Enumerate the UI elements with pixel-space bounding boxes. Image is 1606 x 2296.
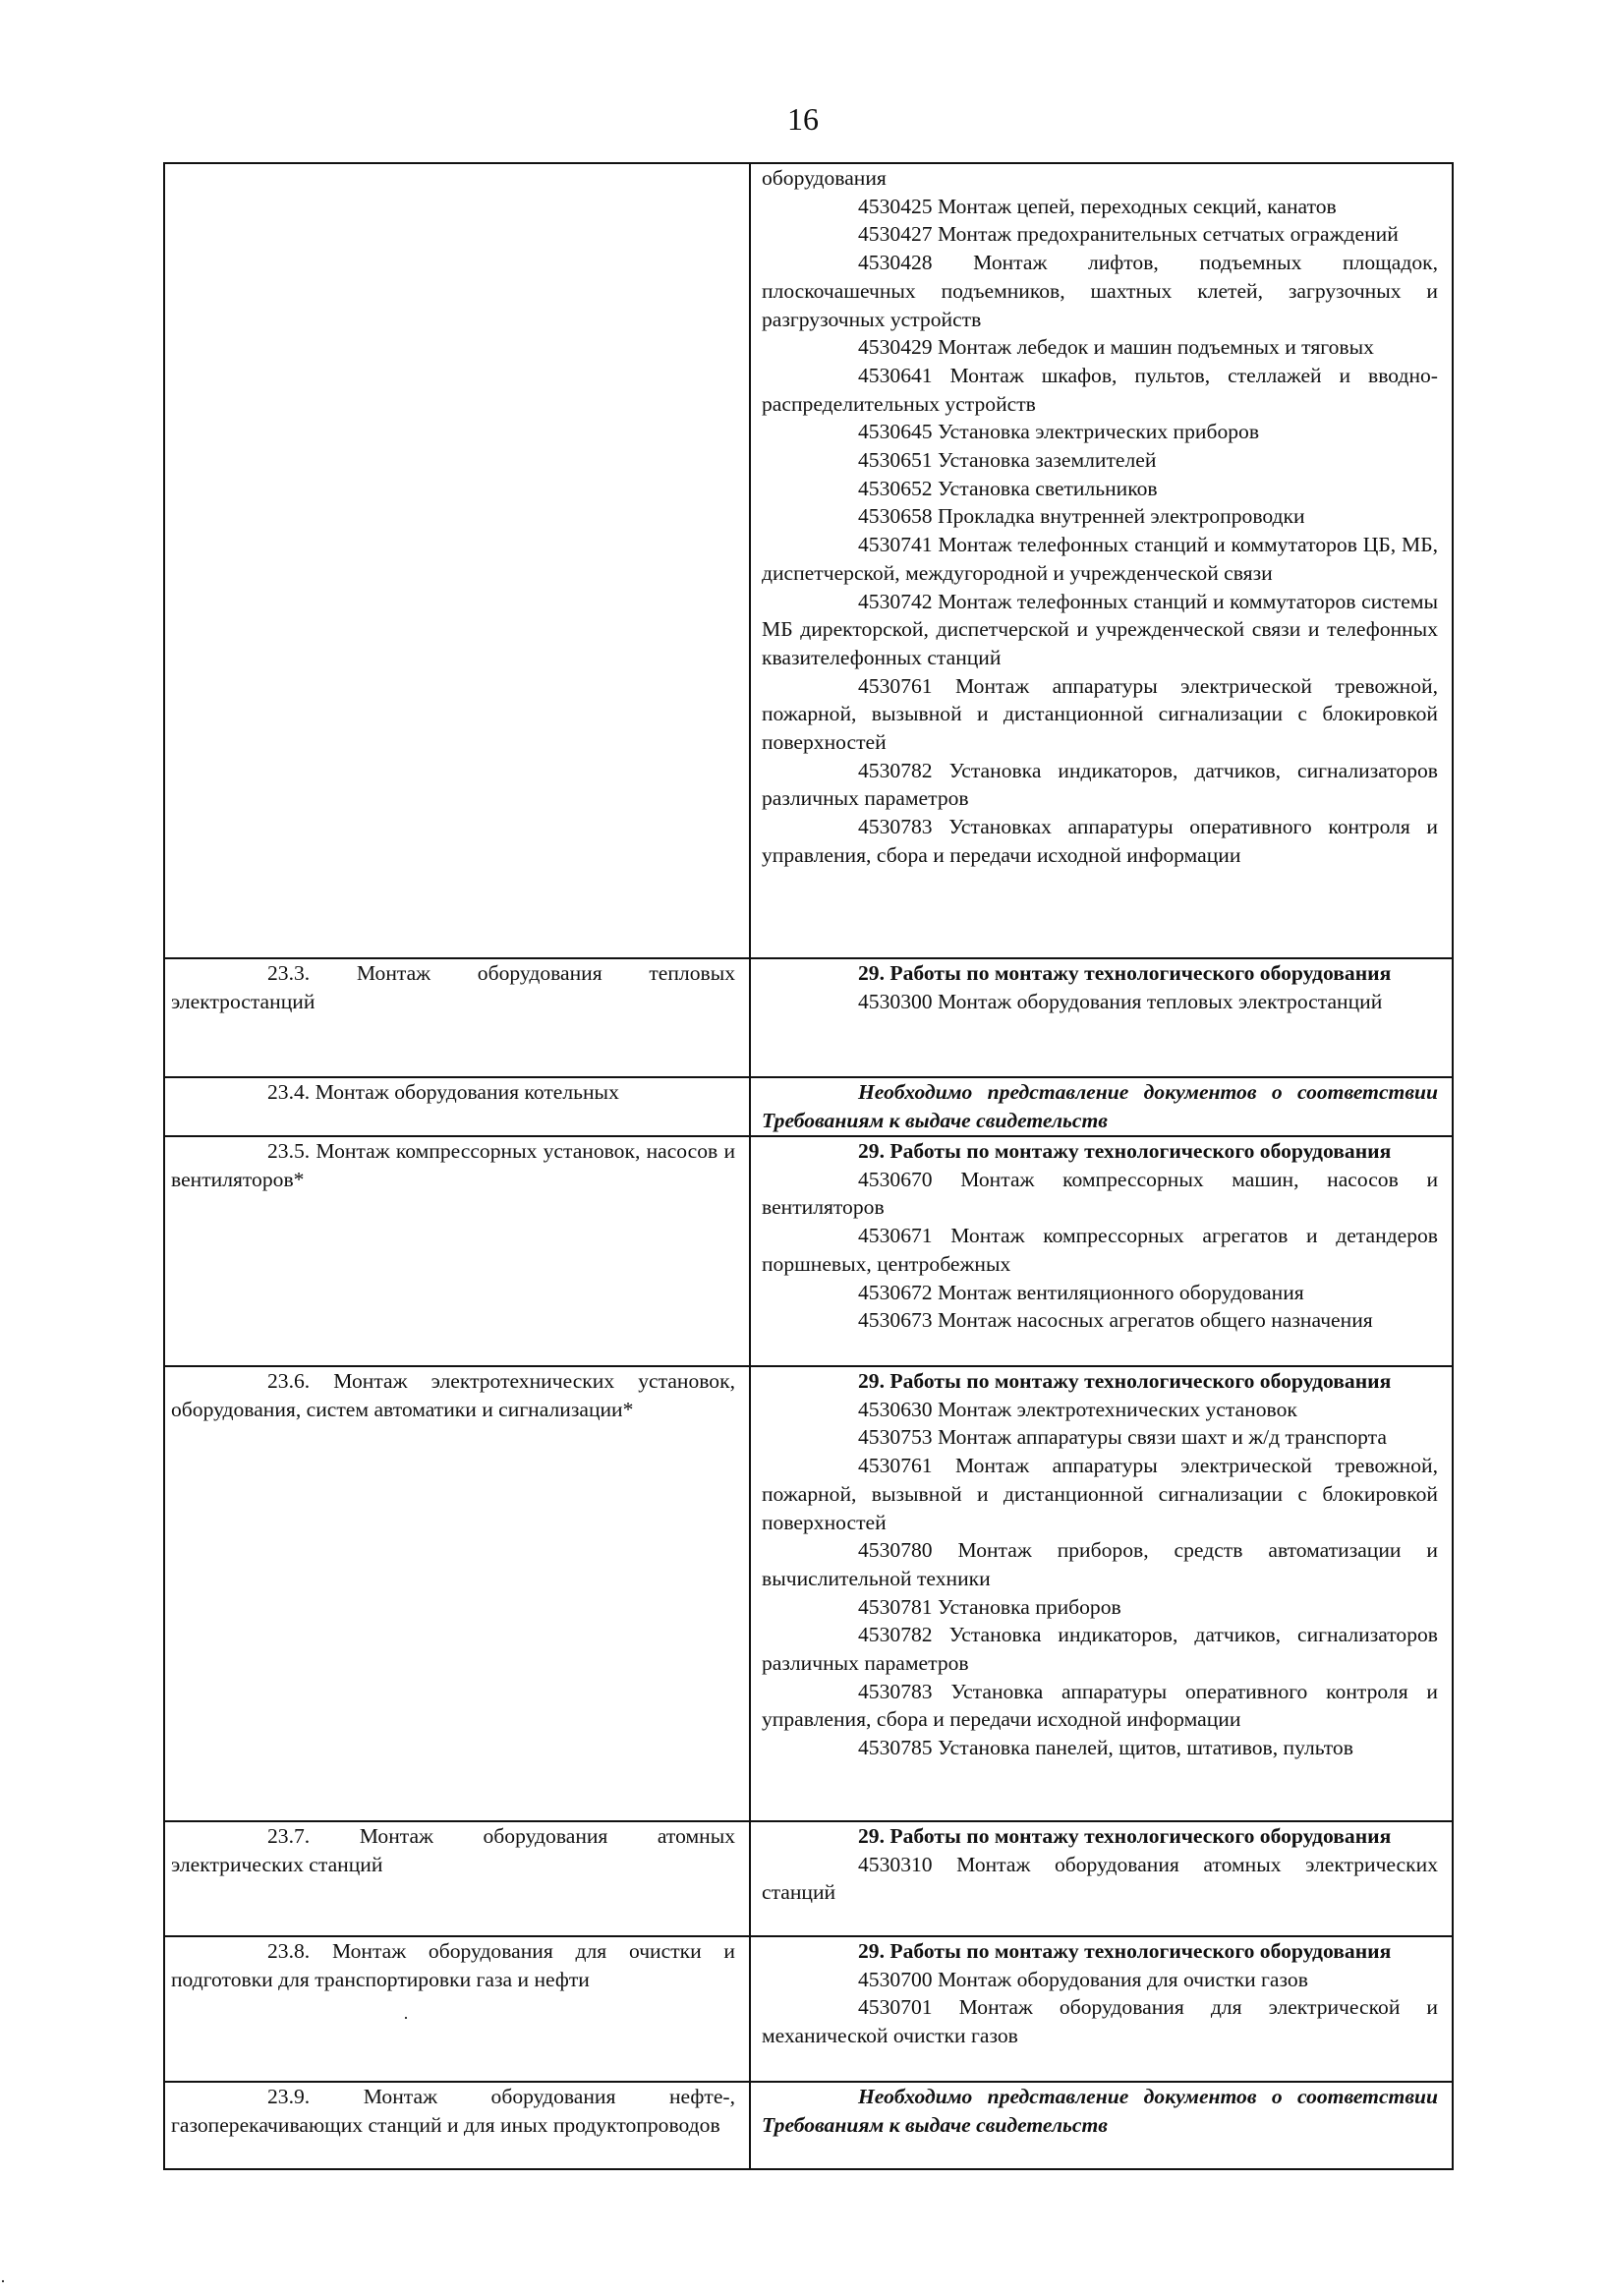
table-row <box>164 958 1453 1077</box>
work-category-cell <box>164 163 750 958</box>
work-types-table <box>163 162 1454 2170</box>
work-codes-cell <box>750 958 1453 1077</box>
code-line: 4530783 Установках аппаратуры оперативного контроля и управления, сбора и передачи исходной информации <box>762 815 1438 867</box>
code-line: 4530658 Прокладка внутренней электропроводки <box>858 504 1305 529</box>
work-codes-cell <box>750 1077 1453 1136</box>
code-line: оборудования <box>762 166 887 190</box>
work-category-text: 23.4. Монтаж оборудования котельных <box>267 1080 619 1104</box>
work-codes-cell <box>750 2082 1453 2169</box>
documents-note: Необходимо представление документов о соответствии Требованиям к выдаче свидетельств <box>762 1080 1438 1132</box>
work-codes-cell <box>750 1366 1453 1821</box>
work-category-text: 23.6. Монтаж электротехнических установок, оборудования, систем автоматики и сигнализации* <box>171 1369 735 1421</box>
table-row <box>164 1366 1453 1821</box>
work-category-cell <box>164 1366 750 1821</box>
work-category-cell <box>164 1936 750 2082</box>
code-line: 4530781 Установка приборов <box>858 1594 1121 1619</box>
code-line: 4530761 Монтаж аппаратуры электрической тревожной, пожарной, вызывной и дистанционной сигнализации с блокировкой поверхностей <box>762 1454 1438 1534</box>
code-line: 4530700 Монтаж оборудования для очистки газов <box>858 1967 1308 1991</box>
code-line: 4530782 Установка индикаторов, датчиков, сигнализаторов различных параметров <box>762 1623 1438 1676</box>
code-line: 4530645 Установка электрических приборов <box>858 420 1260 444</box>
work-category-text: 23.7. Монтаж оборудования атомных электрических станций <box>171 1824 735 1876</box>
scan-speck: · <box>0 2271 6 2291</box>
code-line: 4530641 Монтаж шкафов, пультов, стеллажей и вводно-распределительных устройств <box>762 363 1438 416</box>
work-category-text: 23.9. Монтаж оборудования нефте-, газоперекачивающих станций и для иных продуктопроводов <box>171 2085 735 2137</box>
code-line: 4530670 Монтаж компрессорных машин, насосов и вентиляторов <box>762 1167 1438 1220</box>
work-category-text: 23.3. Монтаж оборудования тепловых электростанций <box>171 961 735 1013</box>
code-line: 4530742 Монтаж телефонных станций и коммутаторов системы МБ директорской, диспетчерской и учрежденческой связи и телефонных квазителефонных станций <box>762 589 1438 669</box>
code-line: 4530741 Монтаж телефонных станций и коммутаторов ЦБ, МБ, диспетчерской, междугородной и учрежденческой связи <box>762 533 1438 585</box>
work-category-cell <box>164 958 750 1077</box>
code-line: 4530300 Монтаж оборудования тепловых электростанций <box>858 989 1383 1013</box>
section-heading: 29. Работы по монтажу технологического оборудования <box>858 1139 1392 1163</box>
section-heading: 29. Работы по монтажу технологического оборудования <box>858 1824 1392 1848</box>
section-heading: 29. Работы по монтажу технологического оборудования <box>858 1939 1392 1963</box>
work-codes-cell <box>750 163 1453 958</box>
table-row <box>164 1136 1453 1366</box>
code-line: 4530783 Установка аппаратуры оперативного контроля и управления, сбора и передачи исходной информации <box>762 1679 1438 1732</box>
code-line: 4530673 Монтаж насосных агрегатов общего назначения <box>858 1308 1373 1333</box>
section-heading: 29. Работы по монтажу технологического оборудования <box>858 1369 1392 1393</box>
code-line: 4530671 Монтаж компрессорных агрегатов и детандеров поршневых, центробежных <box>762 1224 1438 1276</box>
work-category-text: 23.8. Монтаж оборудования для очистки и подготовки для транспортировки газа и нефти <box>171 1939 735 1991</box>
work-category-cell <box>164 1077 750 1136</box>
code-line: 4530761 Монтаж аппаратуры электрической тревожной, пожарной, вызывной и дистанционной сигнализации с блокировкой поверхностей <box>762 673 1438 755</box>
code-line: 4530630 Монтаж электротехнических установок <box>858 1397 1297 1421</box>
work-category-cell <box>164 1136 750 1366</box>
table-row <box>164 1936 1453 2082</box>
table-row <box>164 1821 1453 1936</box>
section-heading: 29. Работы по монтажу технологического оборудования <box>858 961 1392 985</box>
code-line: 4530425 Монтаж цепей, переходных секций, канатов <box>858 194 1337 218</box>
code-line: 4530427 Монтаж предохранительных сетчатых ограждений <box>858 222 1399 247</box>
work-codes-cell <box>750 1821 1453 1936</box>
work-codes-cell <box>750 1136 1453 1366</box>
work-category-cell <box>164 2082 750 2169</box>
scan-speck: · <box>403 2008 409 2028</box>
table-row <box>164 1077 1453 1136</box>
page-number: 16 <box>787 101 819 137</box>
code-line: 4530780 Монтаж приборов, средств автоматизации и вычислительной техники <box>762 1538 1438 1590</box>
table-row <box>164 163 1453 958</box>
code-line: 4530651 Установка заземлителей <box>858 448 1157 473</box>
work-category-cell <box>164 1821 750 1936</box>
code-line: 4530782 Установка индикаторов, датчиков, сигнализаторов различных параметров <box>762 758 1438 811</box>
code-line: 4530785 Установка панелей, щитов, штативов, пультов <box>858 1736 1353 1760</box>
table-row <box>164 2082 1453 2169</box>
code-line: 4530753 Монтаж аппаратуры связи шахт и ж/д транспорта <box>858 1425 1387 1450</box>
code-line: 4530310 Монтаж оборудования атомных электрических станций <box>762 1852 1438 1905</box>
code-line: 4530428 Монтаж лифтов, подъемных площадок, плоскочашечных подъемников, шахтных клетей, загрузочных и разгрузочных устройств <box>762 251 1438 331</box>
code-line: 4530701 Монтаж оборудования для электрической и механической очистки газов <box>762 1995 1438 2048</box>
code-line: 4530429 Монтаж лебедок и машин подъемных и тяговых <box>858 335 1374 360</box>
code-line: 4530652 Установка светильников <box>858 476 1158 500</box>
work-category-text: 23.5. Монтаж компрессорных установок, насосов и вентиляторов* <box>171 1139 735 1191</box>
work-codes-cell <box>750 1936 1453 2082</box>
code-line: 4530672 Монтаж вентиляционного оборудования <box>858 1280 1304 1304</box>
documents-note: Необходимо представление документов о соответствии Требованиям к выдаче свидетельств <box>762 2085 1438 2137</box>
